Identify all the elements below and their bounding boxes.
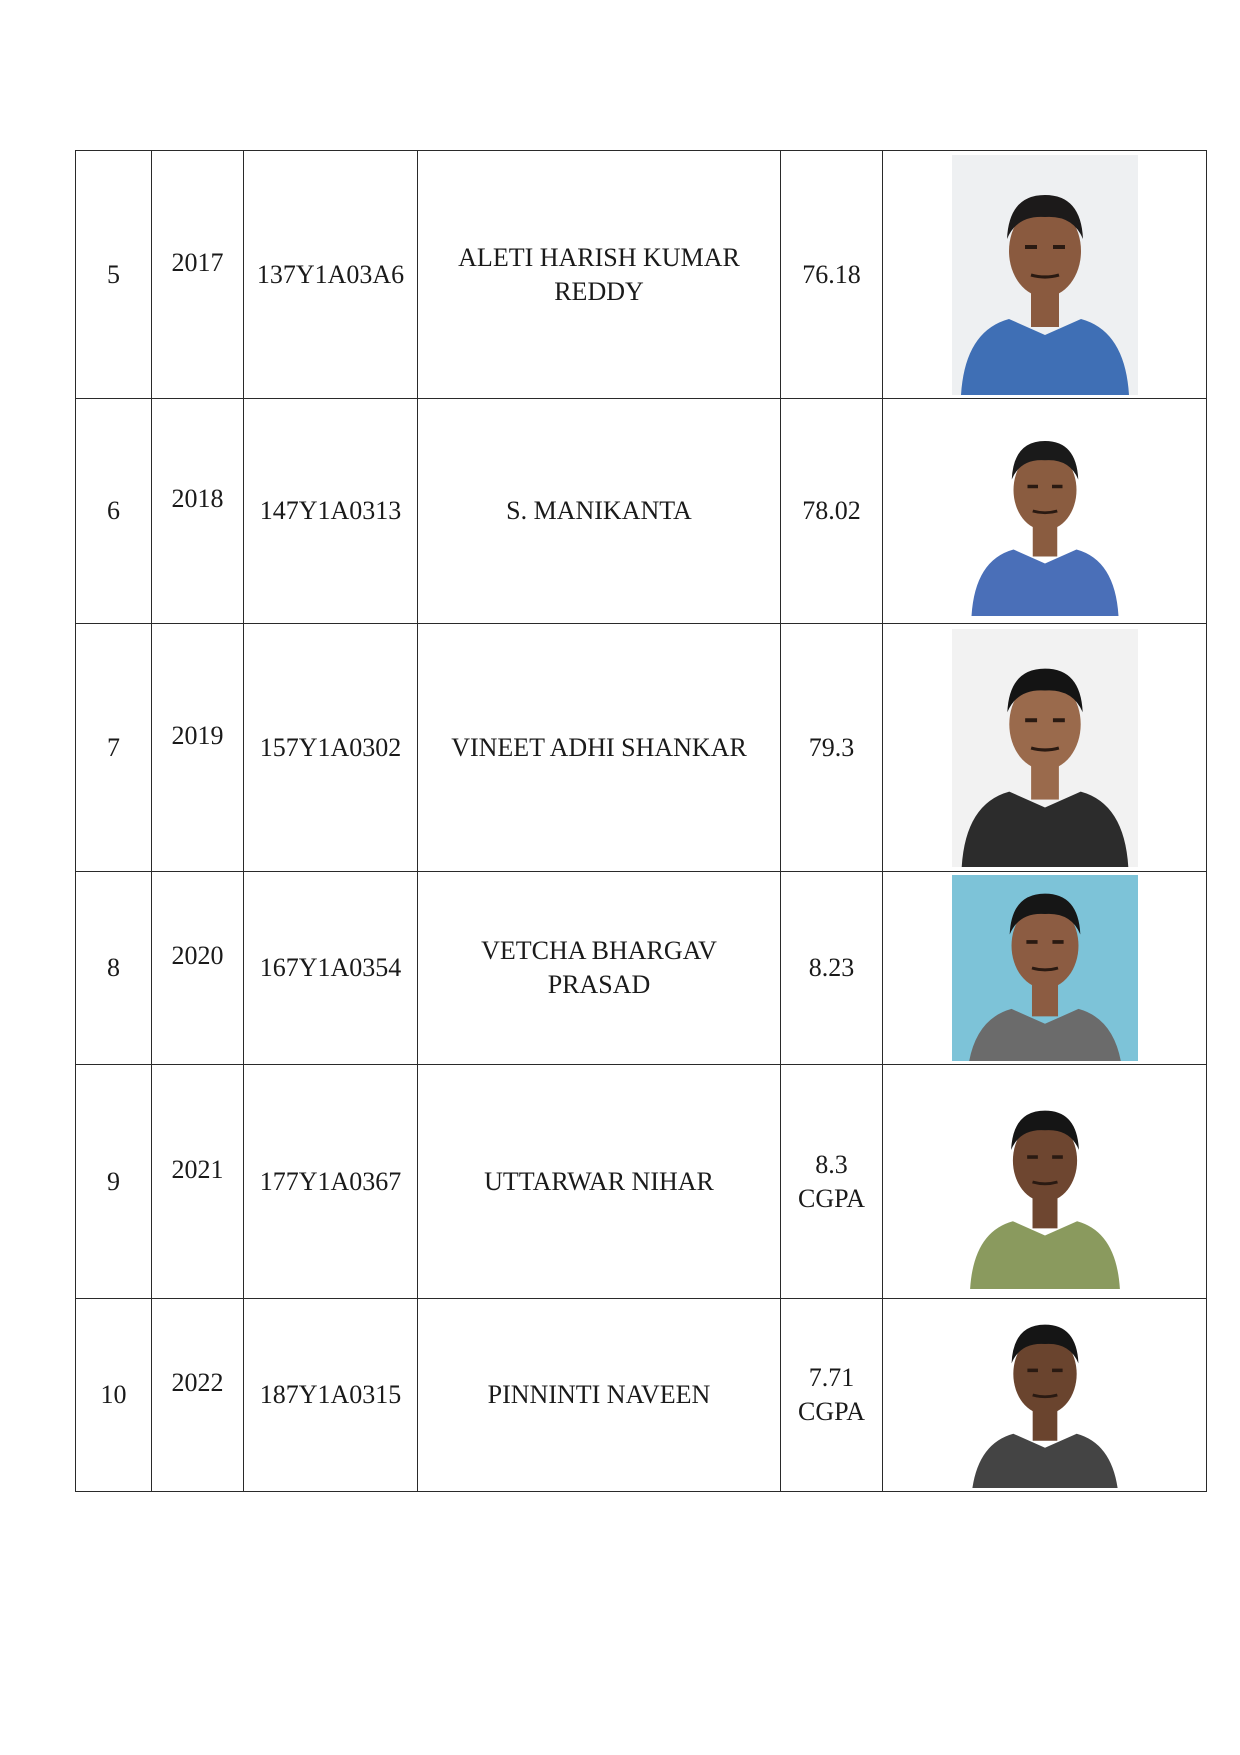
roll-number: 167Y1A0354 — [259, 953, 402, 982]
year-cell — [152, 872, 244, 1065]
score-value: 8.23 — [808, 953, 855, 982]
table-row — [76, 151, 1207, 399]
student-photo — [952, 629, 1138, 867]
photo-cell — [883, 399, 1207, 624]
serial-number: 10 — [100, 1380, 127, 1409]
student-name: UTTARWAR NIHAR — [484, 1166, 714, 1196]
table-row — [76, 1299, 1207, 1492]
photo-cell — [883, 872, 1207, 1065]
student-photo — [952, 155, 1138, 395]
student-name-cell — [418, 1299, 781, 1492]
roll-number-cell — [244, 399, 418, 624]
photo-cell — [883, 151, 1207, 399]
photo-cell — [883, 1299, 1207, 1492]
roll-number: 157Y1A0302 — [259, 732, 402, 762]
student-photo — [957, 1302, 1133, 1488]
roll-number-cell — [244, 624, 418, 872]
score-unit: CGPA — [798, 1183, 865, 1213]
year-cell — [152, 1299, 244, 1492]
serial-number: 6 — [107, 496, 120, 525]
serial-number: 8 — [107, 953, 120, 982]
serial-number: 9 — [107, 1166, 120, 1196]
student-name-cell — [418, 624, 781, 872]
serial-number-cell — [76, 872, 152, 1065]
student-name: PINNINTI NAVEEN — [487, 1380, 711, 1409]
student-photo — [957, 1075, 1133, 1289]
year: 2019 — [171, 720, 224, 750]
year-cell — [152, 399, 244, 624]
portrait-icon — [952, 629, 1138, 867]
serial-number-cell — [76, 1299, 152, 1492]
roll-number: 187Y1A0315 — [259, 1380, 402, 1409]
table-row — [76, 1065, 1207, 1299]
score-unit: CGPA — [798, 1397, 865, 1426]
student-name-cell — [418, 872, 781, 1065]
year: 2018 — [171, 484, 224, 513]
student-name-cell — [418, 151, 781, 399]
roll-number-cell — [244, 151, 418, 399]
roll-number-cell — [244, 1065, 418, 1299]
score-cell — [781, 1299, 883, 1492]
year-cell — [152, 1065, 244, 1299]
serial-number-cell — [76, 151, 152, 399]
portrait-icon — [952, 875, 1138, 1061]
roll-number-cell — [244, 1299, 418, 1492]
roll-number: 177Y1A0367 — [259, 1166, 402, 1196]
portrait-icon — [957, 1075, 1133, 1289]
student-name: ALETI HARISH KUMAR REDDY — [458, 242, 740, 306]
score-cell — [781, 151, 883, 399]
score-value: 7.71 — [808, 1363, 855, 1392]
portrait-icon — [961, 406, 1129, 616]
score-cell — [781, 872, 883, 1065]
score-value: 8.3 — [815, 1149, 848, 1179]
photo-cell — [883, 624, 1207, 872]
student-name: VINEET ADHI SHANKAR — [451, 732, 747, 762]
serial-number-cell — [76, 1065, 152, 1299]
student-name: S. MANIKANTA — [506, 496, 692, 525]
toppers-table — [75, 150, 1207, 1492]
table-row — [76, 624, 1207, 872]
roll-number-cell — [244, 872, 418, 1065]
table-row — [76, 399, 1207, 624]
table-row — [76, 872, 1207, 1065]
table-body — [76, 151, 1207, 1492]
year: 2021 — [171, 1154, 224, 1184]
roll-number: 137Y1A03A6 — [256, 259, 405, 289]
student-photo — [952, 875, 1138, 1061]
student-name-cell — [418, 1065, 781, 1299]
roll-number: 147Y1A0313 — [259, 496, 402, 525]
portrait-icon — [952, 155, 1138, 395]
year-cell — [152, 151, 244, 399]
student-photo — [961, 406, 1129, 616]
year: 2020 — [171, 941, 224, 970]
serial-number-cell — [76, 399, 152, 624]
student-name-cell — [418, 399, 781, 624]
serial-number: 5 — [107, 259, 120, 289]
score-value: 79.3 — [808, 732, 855, 762]
year: 2017 — [171, 247, 224, 277]
serial-number: 7 — [107, 732, 120, 762]
score-cell — [781, 399, 883, 624]
photo-cell — [883, 1065, 1207, 1299]
score-value: 78.02 — [802, 496, 861, 525]
year: 2022 — [171, 1368, 224, 1397]
student-name: VETCHA BHARGAV PRASAD — [481, 936, 717, 999]
score-cell — [781, 1065, 883, 1299]
serial-number-cell — [76, 624, 152, 872]
score-value: 76.18 — [802, 259, 861, 289]
year-cell — [152, 624, 244, 872]
score-cell — [781, 624, 883, 872]
portrait-icon — [957, 1302, 1133, 1488]
